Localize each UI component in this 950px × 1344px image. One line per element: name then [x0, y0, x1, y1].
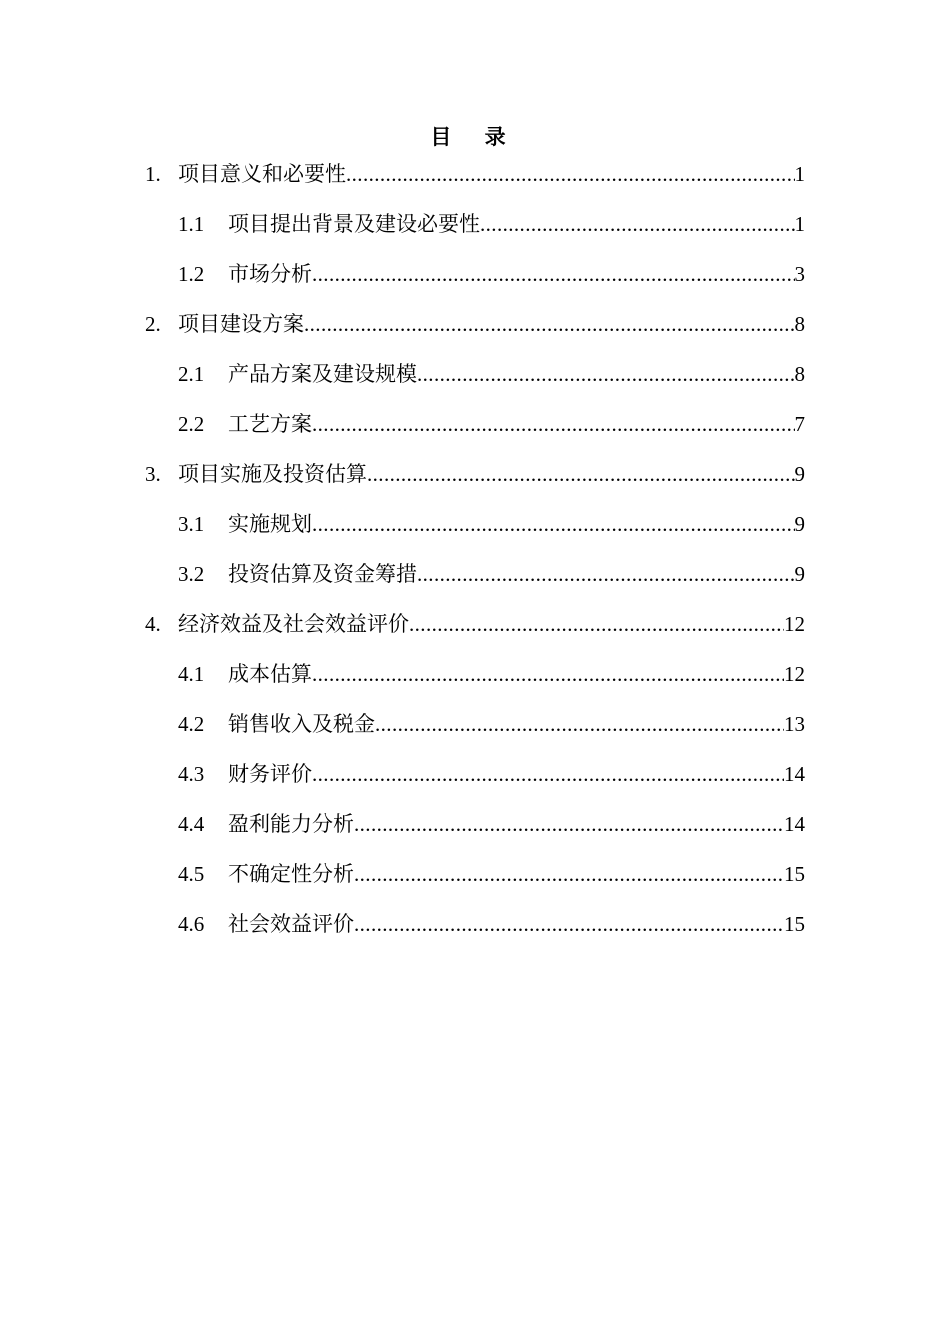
toc-entry-label: 不确定性分析 [228, 862, 354, 886]
toc-entry[interactable] [178, 706, 805, 742]
toc-entry-label: 财务评价 [228, 762, 312, 786]
toc-entry-label: 项目意义和必要性 [178, 162, 346, 186]
toc-entry[interactable] [178, 906, 805, 942]
dot-leader [354, 906, 784, 942]
dot-leader [312, 756, 784, 792]
toc-entry-number: 3.1 [178, 512, 205, 536]
toc-entry[interactable] [178, 506, 805, 542]
toc-entry-label: 盈利能力分析 [228, 812, 354, 836]
toc-entry-page: 9 [794, 562, 805, 586]
toc-entry[interactable] [145, 456, 805, 492]
toc-entry-page: 3 [794, 262, 805, 286]
toc-entry-page: 8 [794, 362, 805, 386]
toc-entry[interactable] [178, 856, 805, 892]
toc-entry-label: 市场分析 [228, 262, 312, 286]
toc-entry-number: 4.2 [178, 712, 205, 736]
toc-entry[interactable] [178, 656, 805, 692]
toc-title: 目 录 [430, 125, 520, 149]
toc-entry-number: 3.2 [178, 562, 205, 586]
toc-entry[interactable] [178, 356, 805, 392]
toc-entry-page: 9 [794, 512, 805, 536]
toc-entry-page: 8 [794, 312, 805, 336]
toc-entry-label: 项目建设方案 [178, 312, 304, 336]
dot-leader [312, 406, 795, 442]
toc-entry-number: 3. [145, 462, 161, 486]
dot-leader [312, 506, 795, 542]
toc-entry-number: 2.1 [178, 362, 205, 386]
dot-leader [417, 356, 795, 392]
toc-entry-number: 1. [145, 162, 161, 186]
dot-leader [354, 856, 784, 892]
toc-entry-number: 4. [145, 612, 161, 636]
toc-entry-number: 1.1 [178, 212, 205, 236]
toc-entry-page: 14 [784, 812, 805, 836]
toc-entry-number: 4.4 [178, 812, 205, 836]
toc-entry[interactable] [178, 206, 805, 242]
toc-entry-number: 2. [145, 312, 161, 336]
toc-entry-page: 12 [784, 662, 805, 686]
toc-entry-label: 成本估算 [228, 662, 312, 686]
toc-entry-page: 13 [784, 712, 805, 736]
toc-entry-number: 4.1 [178, 662, 205, 686]
toc-entry-label: 销售收入及税金 [228, 712, 375, 736]
toc-entry-label: 工艺方案 [228, 412, 312, 436]
toc-entry-label: 实施规划 [228, 512, 312, 536]
toc-entry[interactable] [178, 256, 805, 292]
toc-entry-label: 项目提出背景及建设必要性 [228, 212, 480, 236]
toc-entry-page: 9 [794, 462, 805, 486]
dot-leader [312, 256, 795, 292]
dot-leader [375, 706, 784, 742]
dot-leader [312, 656, 784, 692]
toc-entry-number: 4.6 [178, 912, 205, 936]
toc-entry-label: 投资估算及资金筹措 [228, 562, 417, 586]
toc-entry-page: 7 [794, 412, 805, 436]
toc-entry-page: 14 [784, 762, 805, 786]
toc-entry-page: 15 [784, 912, 805, 936]
toc-entry[interactable] [178, 806, 805, 842]
toc-entry-number: 2.2 [178, 412, 205, 436]
toc-entry[interactable] [145, 306, 805, 342]
toc-entry-page: 1 [794, 212, 805, 236]
toc-entry-label: 经济效益及社会效益评价 [178, 612, 409, 636]
dot-leader [304, 306, 795, 342]
dot-leader [417, 556, 795, 592]
dot-leader [354, 806, 784, 842]
toc-entry[interactable] [178, 556, 805, 592]
toc-entry-label: 社会效益评价 [228, 912, 354, 936]
toc-entry-label: 产品方案及建设规模 [228, 362, 417, 386]
toc-entry-label: 项目实施及投资估算 [178, 462, 367, 486]
toc-entry-page: 15 [784, 862, 805, 886]
toc-entry[interactable] [145, 606, 805, 642]
dot-leader [346, 156, 795, 192]
toc-entry[interactable] [178, 756, 805, 792]
toc-entry[interactable] [178, 406, 805, 442]
toc-entry-number: 4.5 [178, 862, 205, 886]
toc-entry[interactable] [145, 156, 805, 192]
dot-leader [480, 206, 795, 242]
toc-entry-number: 4.3 [178, 762, 205, 786]
toc-entry-page: 12 [784, 612, 805, 636]
dot-leader [367, 456, 795, 492]
toc-entry-number: 1.2 [178, 262, 205, 286]
dot-leader [409, 606, 784, 642]
toc-entry-page: 1 [794, 162, 805, 186]
